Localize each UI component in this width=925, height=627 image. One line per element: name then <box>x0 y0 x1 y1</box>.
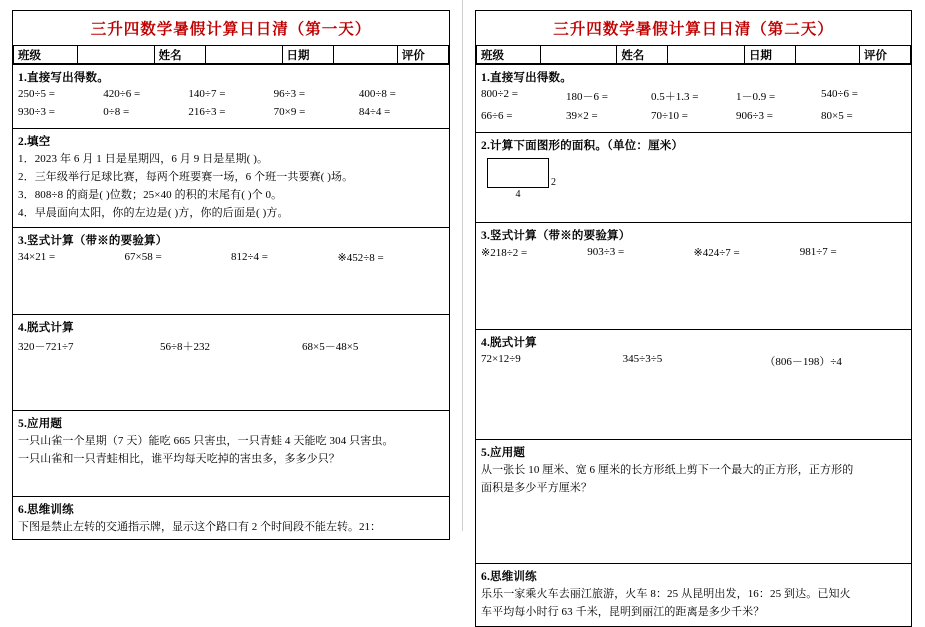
section-heading: 3.竖式计算（带※的要验算） <box>481 227 906 243</box>
answer-workspace[interactable] <box>481 375 906 435</box>
section-heading: 1.直接写出得数。 <box>481 69 906 85</box>
section-heading: 3.竖式计算（带※的要验算） <box>18 232 444 248</box>
problem-item[interactable]: 66÷6 = <box>481 110 566 122</box>
problem-row <box>18 106 444 118</box>
problem-item[interactable]: 39×2 = <box>566 110 651 122</box>
table-row <box>477 46 911 64</box>
field-label-name: 姓名 <box>617 46 668 64</box>
problem-item[interactable]: 68×5－48×5 <box>302 338 444 354</box>
field-value-name[interactable] <box>668 46 745 64</box>
student-info-table-day1 <box>13 45 449 64</box>
figure-label-width: 4 <box>487 189 549 200</box>
field-label-date: 日期 <box>744 46 795 64</box>
question-line[interactable]: 从一张长 10 厘米、宽 6 厘米的长方形纸上剪下一个最大的正方形，正方形的 <box>481 463 906 478</box>
problem-item[interactable]: 80×5 = <box>821 110 906 122</box>
question-list <box>18 434 444 467</box>
problem-row <box>18 338 444 354</box>
field-value-date[interactable] <box>796 46 860 64</box>
problem-item[interactable]: 216÷3 = <box>188 106 273 118</box>
section-vertical-calc-day2 <box>476 222 911 329</box>
question-line[interactable]: 4．早晨面向太阳，你的左边是( )方，你的后面是( )方。 <box>18 206 444 221</box>
problem-item[interactable]: 180－6 = <box>566 88 651 104</box>
answer-workspace[interactable] <box>481 499 906 559</box>
field-label-date: 日期 <box>282 46 333 64</box>
section-heading: 5.应用题 <box>18 415 444 431</box>
worksheet-day2 <box>462 0 924 531</box>
section-heading: 2.计算下面图形的面积。（单位：厘米） <box>481 137 906 153</box>
problem-item[interactable]: 140÷7 = <box>188 88 273 100</box>
answer-workspace[interactable] <box>481 265 906 325</box>
section-thinking-day2 <box>476 563 911 627</box>
section-heading: 5.应用题 <box>481 444 906 460</box>
problem-item[interactable]: 420÷6 = <box>103 88 188 100</box>
question-list <box>481 463 906 496</box>
section-thinking-day1 <box>13 496 449 539</box>
student-info-table-day2 <box>476 45 911 64</box>
field-label-name: 姓名 <box>154 46 205 64</box>
problem-item[interactable]: 540÷6 = <box>821 88 906 104</box>
worksheet-frame-day1 <box>12 45 450 540</box>
question-line[interactable]: 2．三年级举行足球比赛，每两个班要赛一场，6 个班一共要赛( )场。 <box>18 170 444 185</box>
problem-row <box>18 88 444 100</box>
problem-item[interactable]: 96÷3 = <box>274 88 359 100</box>
question-line[interactable]: 一只山雀一个星期（7 天）能吃 665 只害虫，一只青蛙 4 天能吃 304 只害虫。 <box>18 434 444 449</box>
problem-item[interactable]: 320－721÷7 <box>18 338 160 354</box>
question-line[interactable]: 1．2023 年 6 月 1 日是星期四，6 月 9 日是星期( )。 <box>18 152 444 167</box>
question-line[interactable]: 3．808÷8 的商是( )位数；25×40 的积的末尾有( )个 0。 <box>18 188 444 203</box>
problem-item[interactable]: 1－0.9 = <box>736 88 821 104</box>
section-vertical-calc-day1 <box>13 227 449 314</box>
field-label-rating: 评价 <box>397 46 448 64</box>
figure-body <box>487 158 559 188</box>
problem-row <box>481 88 906 104</box>
section-heading: 1.直接写出得数。 <box>18 69 444 85</box>
table-row <box>14 46 449 64</box>
section-heading: 4.脱式计算 <box>18 319 444 335</box>
figure-label-height: 2 <box>551 177 556 188</box>
problem-row <box>18 251 444 264</box>
problem-item[interactable]: 400÷8 = <box>359 88 444 100</box>
section-heading: 6.思维训练 <box>481 568 906 584</box>
problem-item[interactable]: 84÷4 = <box>359 106 444 118</box>
question-line[interactable]: 面积是多少平方厘米？ <box>481 481 906 496</box>
answer-workspace[interactable] <box>18 270 444 310</box>
problem-item[interactable]: ※452÷8 = <box>338 251 445 264</box>
problem-item[interactable]: 70×9 = <box>274 106 359 118</box>
answer-workspace[interactable] <box>481 202 906 218</box>
field-value-name[interactable] <box>205 46 282 64</box>
problem-item[interactable]: 812÷4 = <box>231 251 338 264</box>
field-value-class[interactable] <box>77 46 154 64</box>
section-heading: 2.填空 <box>18 133 444 149</box>
worksheet-frame-day2 <box>475 45 912 627</box>
problem-item[interactable]: 56÷8＋232 <box>160 338 302 354</box>
problem-item[interactable]: 903÷3 = <box>587 246 693 259</box>
question-line[interactable]: 下图是禁止左转的交通指示牌，显示这个路口有 2 个时间段不能左转。21： <box>18 520 444 535</box>
section-expression-calc-day2 <box>476 329 911 439</box>
problem-item[interactable]: 250÷5 = <box>18 88 103 100</box>
page-title-day2: 三升四数学暑假计算日日清（第二天） <box>475 10 912 45</box>
section-fill-blank-day1 <box>13 128 449 227</box>
field-label-class: 班级 <box>477 46 541 64</box>
problem-row <box>481 353 906 369</box>
problem-item[interactable]: 906÷3 = <box>736 110 821 122</box>
section-oral-calc-day1 <box>13 64 449 128</box>
problem-item[interactable]: 70÷10 = <box>651 110 736 122</box>
field-value-date[interactable] <box>333 46 397 64</box>
field-label-class: 班级 <box>14 46 78 64</box>
section-word-problem-day2 <box>476 439 911 563</box>
page-title-day1: 三升四数学暑假计算日日清（第一天） <box>12 10 450 45</box>
section-oral-calc-day2 <box>476 64 911 132</box>
problem-item[interactable]: ※424÷7 = <box>694 246 800 259</box>
figure-rectangle <box>487 158 559 200</box>
answer-workspace[interactable] <box>18 360 444 406</box>
question-line[interactable]: 乐乐一家乘火车去丽江旅游，火车 8：25 从昆明出发，16：25 到达。已知火 <box>481 587 906 602</box>
worksheet-day1 <box>0 0 462 531</box>
section-expression-calc-day1 <box>13 314 449 410</box>
question-line[interactable]: 一只山雀和一只青蛙相比，谁平均每天吃掉的害虫多，多多少只？ <box>18 452 444 467</box>
problem-item[interactable]: 72×12÷9 <box>481 353 623 369</box>
problem-item[interactable]: 0.5＋1.3 = <box>651 88 736 104</box>
rectangle-shape <box>487 158 549 188</box>
section-heading: 4.脱式计算 <box>481 334 906 350</box>
problem-row <box>481 110 906 122</box>
problem-item[interactable]: 34×21 = <box>18 251 125 264</box>
section-heading: 6.思维训练 <box>18 501 444 517</box>
problem-item[interactable]: （806－198）÷4 <box>764 353 906 369</box>
field-label-rating: 评价 <box>859 46 910 64</box>
question-list <box>481 587 906 620</box>
field-value-class[interactable] <box>540 46 617 64</box>
problem-row <box>481 246 906 259</box>
problem-item[interactable]: 981÷7 = <box>800 246 906 259</box>
answer-workspace[interactable] <box>18 470 444 492</box>
problem-item[interactable]: 67×58 = <box>125 251 232 264</box>
question-line[interactable]: 车平均每小时行 63 千米，昆明到丽江的距离是多少千米？ <box>481 605 906 620</box>
section-area-calc-day2 <box>476 132 911 222</box>
problem-item[interactable]: 800÷2 = <box>481 88 566 104</box>
section-word-problem-day1 <box>13 410 449 496</box>
problem-item[interactable]: 345÷3÷5 <box>623 353 765 369</box>
question-list <box>18 152 444 220</box>
problem-item[interactable]: 930÷3 = <box>18 106 103 118</box>
problem-item[interactable]: 0÷8 = <box>103 106 188 118</box>
problem-item[interactable]: ※218÷2 = <box>481 246 587 259</box>
